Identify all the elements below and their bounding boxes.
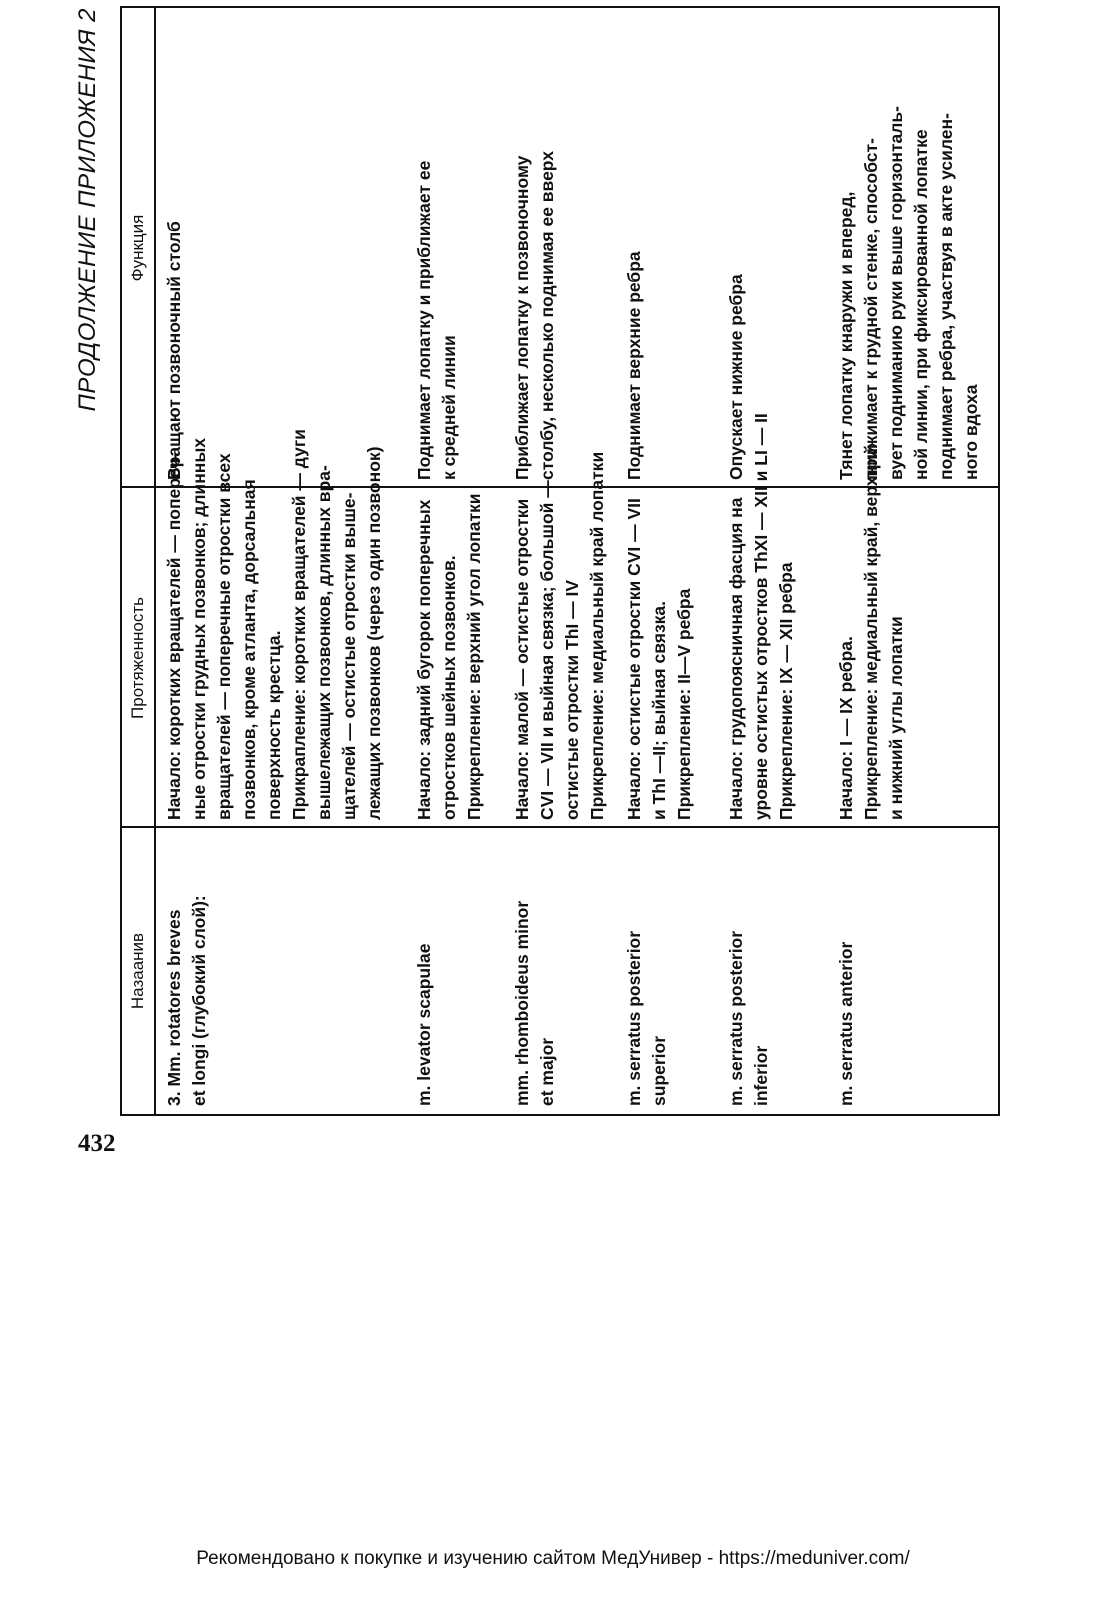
cell-extent (622, 488, 697, 828)
page-heading: ПРОДОЛЖЕНИЕ ПРИЛОЖЕНИЯ 2 (74, 8, 101, 412)
text-line: ного вдоха (961, 384, 981, 480)
cell-extent (834, 444, 909, 828)
text-line: Прикрапление: коротких вращателей — дуги (289, 429, 309, 820)
text-line: Прикрепление: медиальный край лопатки (587, 451, 607, 820)
footer-recommendation: Рекомендовано к покупке и изучению сайтом МедУнивер - https://meduniver.com/ (196, 1548, 910, 1569)
text-line: и нижний углы лопатки (886, 616, 906, 820)
text-line: отростков шейных позвонков. (439, 555, 459, 820)
rotated-page-content (74, 6, 1034, 1116)
cell-function (510, 8, 560, 488)
header-function: Функция (128, 214, 147, 282)
text-line: и ThI —II; выйная связка. (649, 601, 669, 820)
text-line: поверхность крестца. (264, 630, 284, 820)
text-line: m. serratus posterior (726, 930, 746, 1106)
text-line: Поднимает верхние ребра (624, 251, 644, 480)
text-line: остистые отростки ThI — IV (562, 579, 582, 820)
text-line: Приближает лопатку к позвоночному (512, 155, 532, 480)
text-line: лежащих позвонков (через один позвонок) (364, 446, 384, 820)
text-line: Начало: остистые отростки CVI — VII (624, 498, 644, 820)
text-line: позвонков, кроме атланта, дорсальная (239, 479, 259, 820)
table-header (122, 8, 156, 1114)
text-line: Начало: малой — остистые отростки (512, 498, 532, 820)
cell-name (510, 828, 560, 1114)
header-extent: Протяженность (128, 597, 147, 719)
text-line: Поднимает лопатку и приближает ее (414, 160, 434, 480)
cell-function (162, 8, 187, 488)
header-name: Назаанив (128, 932, 147, 1010)
text-line: m. serratus posterior (624, 930, 644, 1106)
text-line: Тянет лопатку кнаружи и вперед, (836, 191, 856, 480)
text-line: Прикрепление: II—V ребра (674, 588, 694, 820)
text-line: m. serratus anterior (836, 941, 856, 1106)
text-line: 3. Mm. rotatores breves (164, 909, 184, 1106)
text-line: mm. rhomboideus minor (512, 900, 532, 1106)
cell-function (724, 8, 749, 488)
text-line: et longi (глубокий слой): (189, 895, 209, 1106)
cell-name (412, 828, 437, 1114)
text-line: Прикрепление: IX — XII ребра (776, 562, 796, 820)
text-line: Прикрепление: верхний угол лопатки (464, 493, 484, 820)
text-line: уровне остистых отростков ThXI — XII и LI — II (751, 413, 771, 820)
text-line: m. levator scapulae (414, 943, 434, 1106)
cell-function (622, 8, 647, 488)
text-line: ной линии, при фиксированной лопатке (911, 129, 931, 480)
text-line: superior (649, 1035, 669, 1106)
text-line: вует подниманию руки выше горизонталь- (886, 106, 906, 480)
text-line: прижимает к грудной стенке, способст- (861, 138, 881, 480)
text-line: поднимает ребра, участвуя в акте усилен- (936, 113, 956, 480)
cell-extent (162, 429, 387, 828)
cell-extent (724, 413, 799, 828)
text-line: к средней линии (439, 335, 459, 480)
text-line: inferior (751, 1045, 771, 1106)
text-line: Начало: коротких вращателей — попереч- (164, 452, 184, 820)
text-line: вышележащих позвонков, длинных вра- (314, 465, 334, 820)
cell-function (412, 8, 462, 488)
text-line: ные отростки грудных позвонков; длинных (189, 437, 209, 820)
text-line: щателей — остистые отростки выше- (339, 492, 359, 820)
text-line: CVI — VII и выйная связка; большой — (537, 480, 557, 820)
text-line: Начало: грудопоясничная фасция на (726, 497, 746, 820)
text-line: столбу, несколько поднимая ее вверх (537, 151, 557, 480)
cell-function (834, 8, 984, 488)
text-line: Вращают позвоночный столб (164, 221, 184, 480)
text-line: Опускает нижние ребра (726, 274, 746, 480)
page-number: 432 (78, 1130, 116, 1157)
text-line: вращателей — поперечные отростки всех (214, 453, 234, 820)
text-line: Прикрепление: медиальный край, верхний (861, 444, 881, 820)
cell-name (162, 828, 212, 1114)
cell-name (834, 828, 859, 1114)
cell-name (622, 828, 672, 1114)
cell-extent (510, 451, 610, 828)
text-line: et major (537, 1037, 557, 1106)
muscle-table (120, 6, 1000, 1116)
cell-extent (412, 488, 487, 828)
text-line: Начало: I — IX ребра. (836, 636, 856, 820)
text-line: Начало: задний бугорок поперечных (414, 499, 434, 820)
cell-name (724, 828, 774, 1114)
